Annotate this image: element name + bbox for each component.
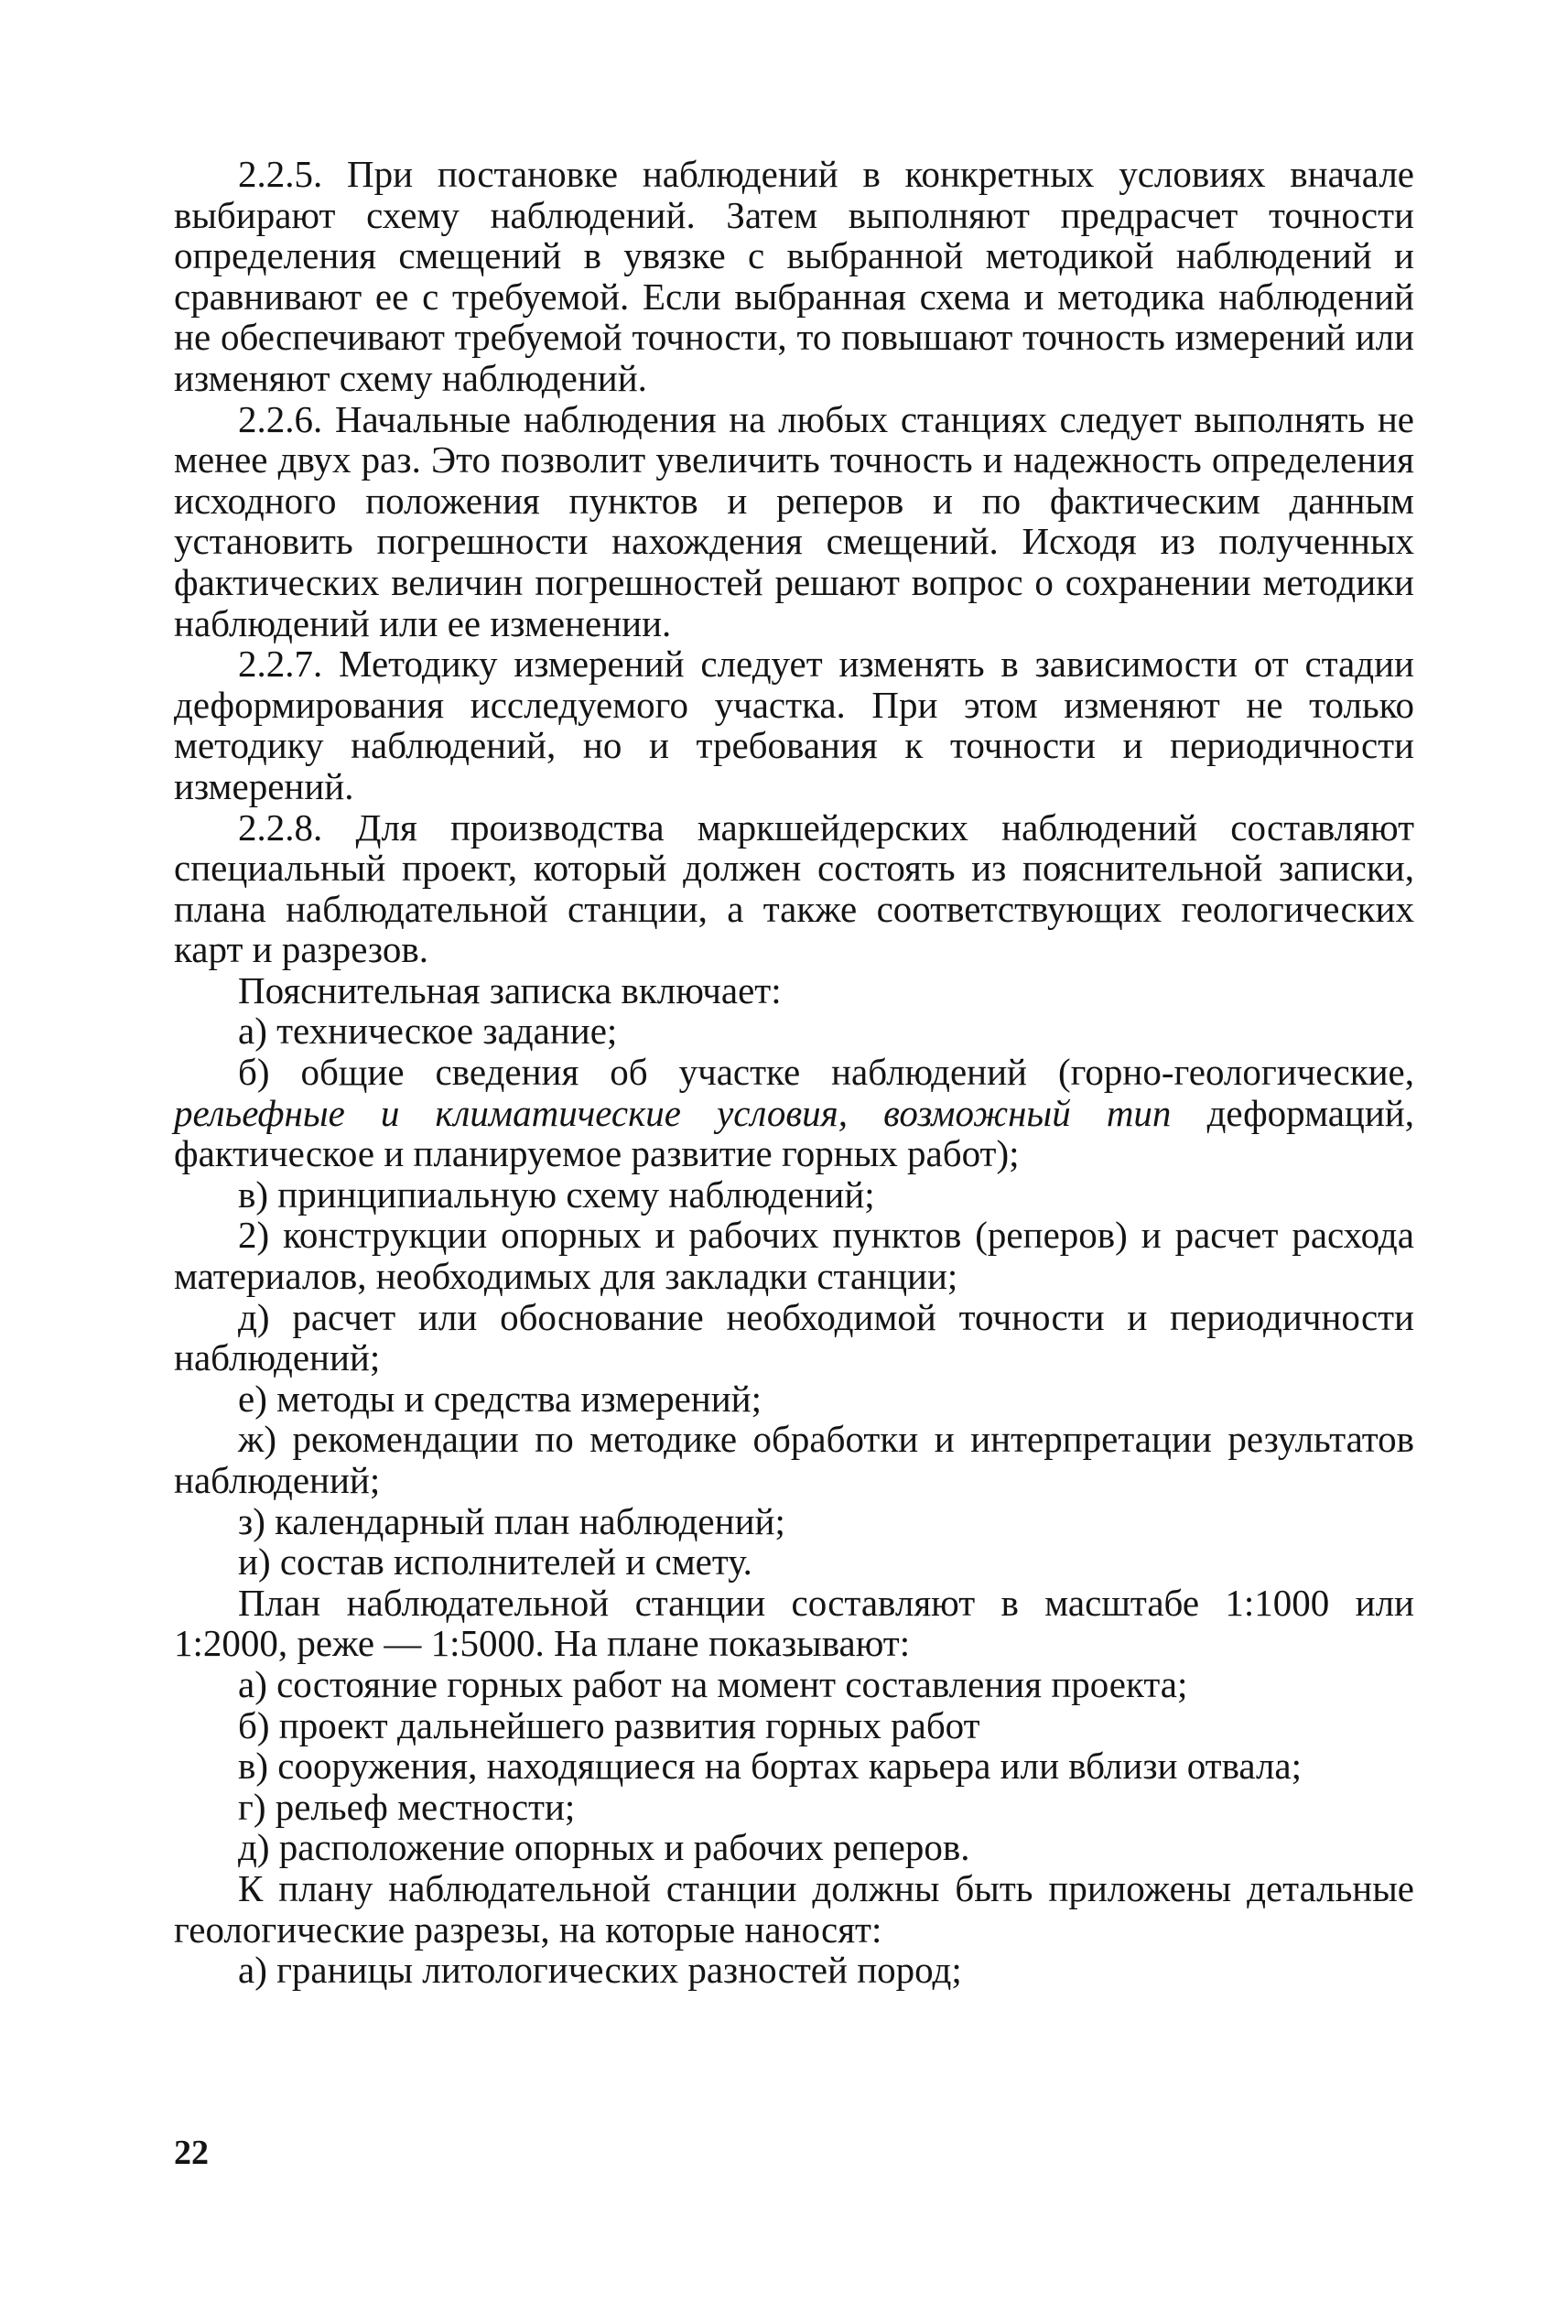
section-item-a: а) границы литологических разностей пород; <box>238 1949 962 1992</box>
paragraph-2-2-6: 2.2.6. Начальные наблюдения на любых станциях следует выполнять не менее двух раз. Это позволит увеличить точность и надежность определения исходного положения пунктов и реперов и по фактическим данным установить погрешности нахождения смещений. Исходя из полученных фактических величин погрешностей решают вопрос о сохранении методики наблюдений или ее изменении. <box>174 397 1414 644</box>
list-item-b <box>174 1052 1414 1174</box>
paragraph-2-2-7: 2.2.7. Методику измерений следует изменять в зависимости от стадии деформирования исследуемого участка. При этом изменяют не только методику наблюдений, но и требования к точности и периодичности измерений. <box>174 643 1414 807</box>
list-item-v: в) принципиальную схему наблюдений; <box>238 1173 875 1216</box>
station-plan-intro: План наблюдательной станции составляют в масштабе 1:1000 или 1:2000, реже — 1:5000. На плане показывают: <box>174 1581 1414 1665</box>
plan-item-v: в) сооружения, находящиеся на бортах карьера или вблизи отвала; <box>238 1745 1303 1788</box>
list-item-b-part-2: рельефные и климатические условия, возможный тип <box>174 1091 1172 1134</box>
plan-item-b: б) проект дальнейшего развития горных работ <box>238 1703 980 1746</box>
list-item-g: 2) конструкции опорных и рабочих пунктов (реперов) и расчет расхода материалов, необходимых для закладки станции; <box>174 1214 1414 1298</box>
plan-item-g: г) рельеф местности; <box>238 1785 576 1828</box>
paragraph-2-2-5: 2.2.5. При постановке наблюдений в конкретных условиях вначале выбирают схему наблюдений. Затем выполняют предрасчет точности определения смещений в увязке с выбранной методикой наблюдений и сравнивают ее с требуемой. Если выбранная схема и методика наблюдений не обеспечивают требуемой точности, то повышают точность измерений или изменяют схему наблюдений. <box>174 153 1414 399</box>
list-item-b-part-1: б) общие сведения об участке наблюдений (горно-геологические, <box>238 1051 1414 1094</box>
page-number: 22 <box>174 2134 209 2172</box>
plan-item-d: д) расположение опорных и рабочих реперов. <box>238 1826 970 1869</box>
list-item-i: и) состав исполнителей и смету. <box>238 1540 752 1584</box>
paragraph-2-2-8: 2.2.8. Для производства маркшейдерских наблюдений составляют специальный проект, который должен состоять из пояснительной записки, плана наблюдательной станции, а также соответствующих геологических карт и разрезов. <box>174 805 1414 971</box>
plan-item-a: а) состояние горных работ на момент составления проекта; <box>238 1662 1188 1705</box>
list-item-zh: ж) рекомендации по методике обработки и интерпретации результатов наблюдений; <box>174 1418 1414 1501</box>
list-item-b-part-3: деформаций, фактическое и планируемое развитие горных работ); <box>174 1091 1415 1175</box>
list-item-e: е) методы и средства измерений; <box>238 1377 762 1420</box>
geologic-sections-intro: К плану наблюдательной станции должны быть приложены детальные геологические разрезы, на которые наносят: <box>174 1866 1414 1951</box>
list-item-z: з) календарный план наблюдений; <box>238 1499 785 1542</box>
explanatory-note-intro: Пояснительная записка включает: <box>238 968 782 1011</box>
list-item-a: а) техническое задание; <box>238 1010 618 1053</box>
page-body <box>174 154 1414 1991</box>
list-item-d: д) расчет или обоснование необходимой точности и периодичности наблюдений; <box>174 1295 1414 1379</box>
